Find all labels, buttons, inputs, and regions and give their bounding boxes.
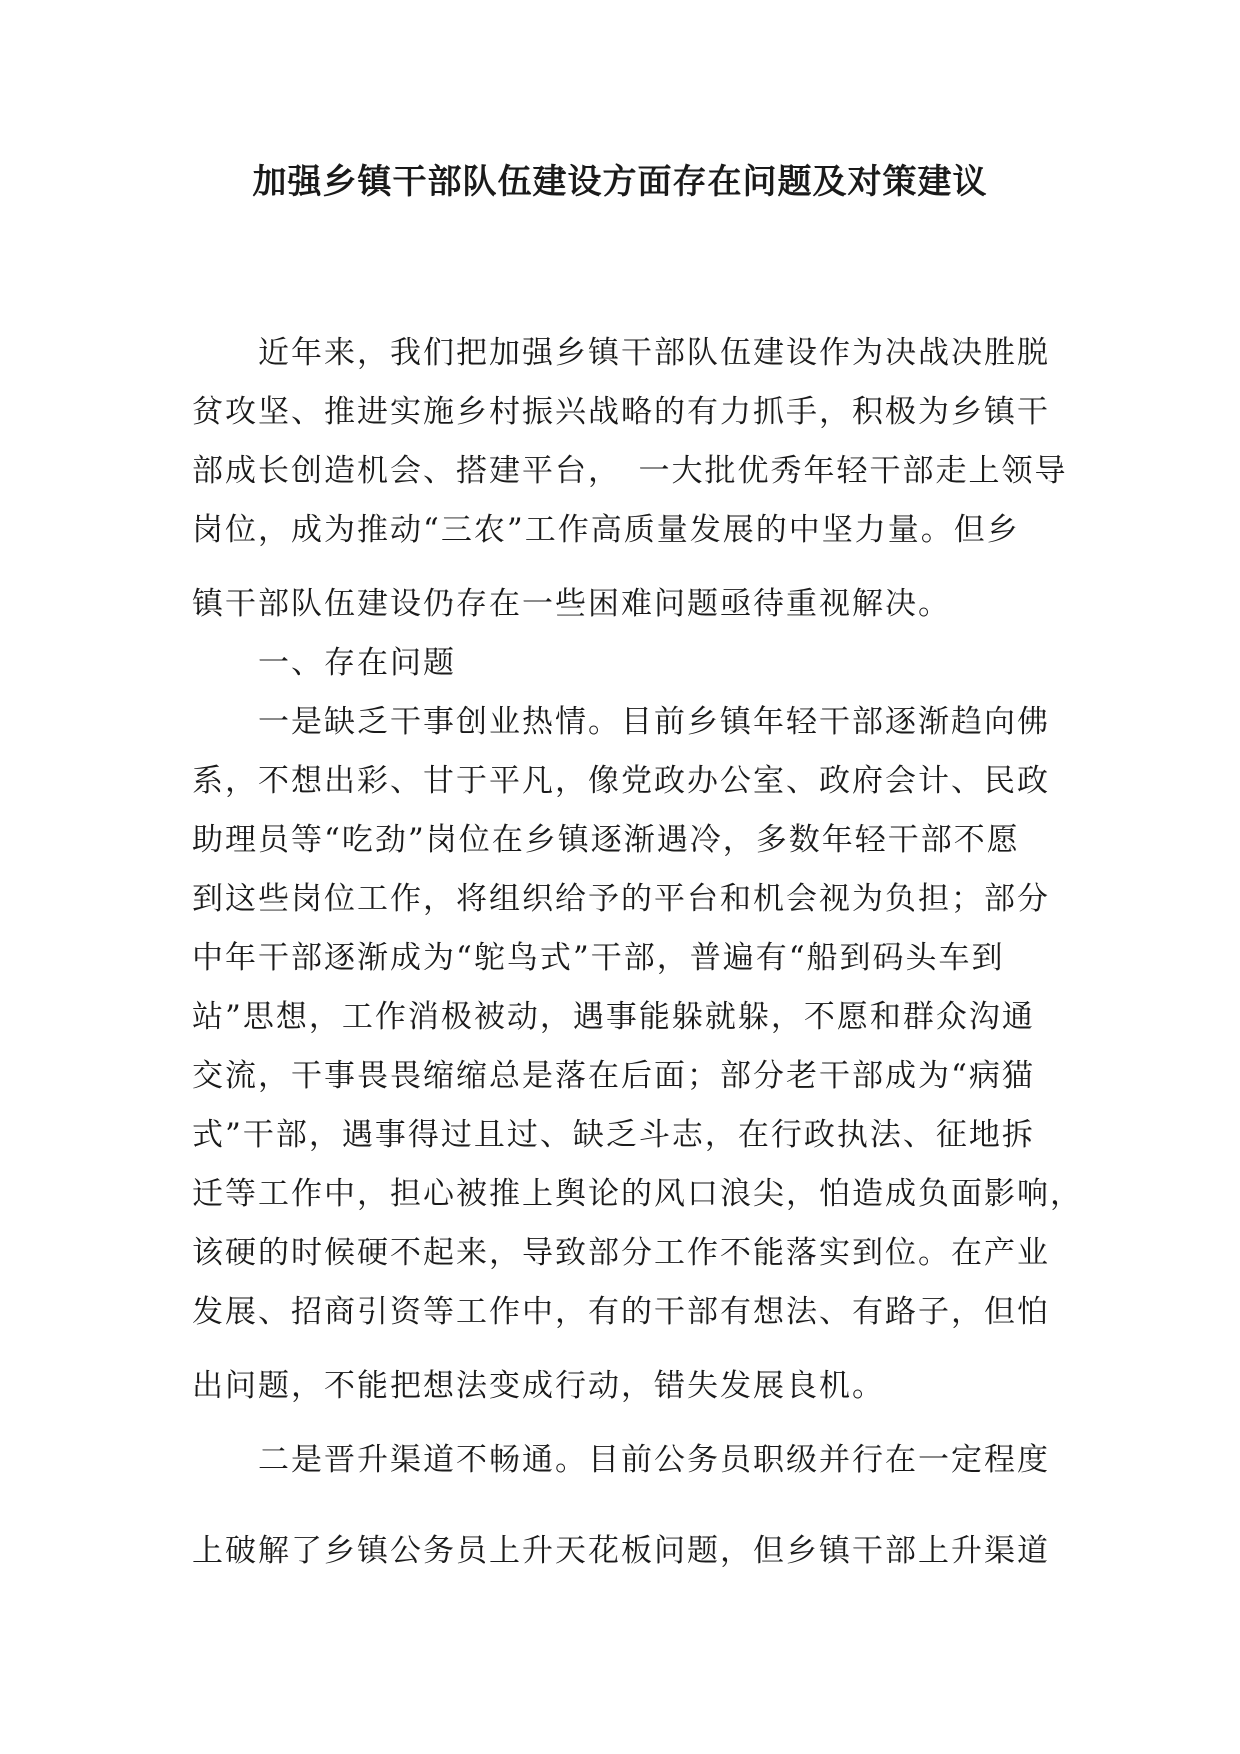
text-line: 岗位，成为推动“三农”工作高质量发展的中坚力量。但乡 bbox=[192, 512, 1020, 548]
text-line: 交流，干事畏畏缩缩总是落在后面；部分老干部成为“病猫 bbox=[192, 1058, 1035, 1094]
text-line: 式”干部，遇事得过且过、缺乏斗志，在行政执法、征地拆 bbox=[192, 1117, 1035, 1153]
text-line: 贫攻坚、推进实施乡村振兴战略的有力抓手，积极为乡镇干 bbox=[192, 394, 1050, 430]
text-line: 部成长创造机会、搭建平台， 一大批优秀年轻干部走上领导 bbox=[192, 453, 1068, 489]
text-line: 近年来，我们把加强乡镇干部队伍建设作为决战决胜脱 bbox=[192, 335, 1050, 371]
document-title: 加强乡镇干部队伍建设方面存在问题及对策建议 bbox=[252, 162, 988, 202]
document-body bbox=[192, 324, 1083, 1581]
text-line: 二是晋升渠道不畅通。目前公务员职级并行在一定程度 bbox=[192, 1442, 1050, 1478]
paragraph-problem-1 bbox=[192, 693, 1083, 1342]
text-line: 该硬的时候硬不起来，导致部分工作不能落实到位。在产业 bbox=[192, 1235, 1050, 1271]
text-line: 一是缺乏干事创业热情。目前乡镇年轻干部逐渐趋向佛 bbox=[192, 704, 1050, 740]
text-line: 上破解了乡镇公务员上升天花板问题，但乡镇干部上升渠道 bbox=[192, 1533, 1050, 1569]
paragraph-problem-1-end bbox=[192, 1357, 1042, 1416]
text-line: 出问题，不能把想法变成行动，错失发展良机。 bbox=[192, 1368, 885, 1404]
text-line: 中年干部逐渐成为“鸵鸟式”干部，普遍有“船到码头车到 bbox=[192, 940, 1005, 976]
paragraph-problem-2-cont bbox=[192, 1522, 1050, 1581]
section-heading-problems bbox=[192, 634, 1042, 693]
paragraph-intro bbox=[192, 324, 1068, 560]
text-line: 系，不想出彩、甘于平凡，像党政办公室、政府会计、民政 bbox=[192, 763, 1050, 799]
text-line: 助理员等“吃劲”岗位在乡镇逐渐遇冷，多数年轻干部不愿 bbox=[192, 822, 1020, 858]
paragraph-intro-end bbox=[192, 575, 1042, 634]
text-line: 到这些岗位工作，将组织给予的平台和机会视为负担；部分 bbox=[192, 881, 1050, 917]
text-line: 镇干部队伍建设仍存在一些困难问题亟待重视解决。 bbox=[192, 586, 951, 622]
text-line: 迁等工作中，担心被推上舆论的风口浪尖，怕造成负面影响， bbox=[192, 1176, 1083, 1212]
paragraph-problem-2 bbox=[192, 1431, 1050, 1490]
text-line: 站”思想，工作消极被动，遇事能躲就躲，不愿和群众沟通 bbox=[192, 999, 1035, 1035]
text-line: 发展、招商引资等工作中，有的干部有想法、有路子，但怕 bbox=[192, 1294, 1050, 1330]
section-heading: 一、存在问题 bbox=[192, 645, 456, 681]
